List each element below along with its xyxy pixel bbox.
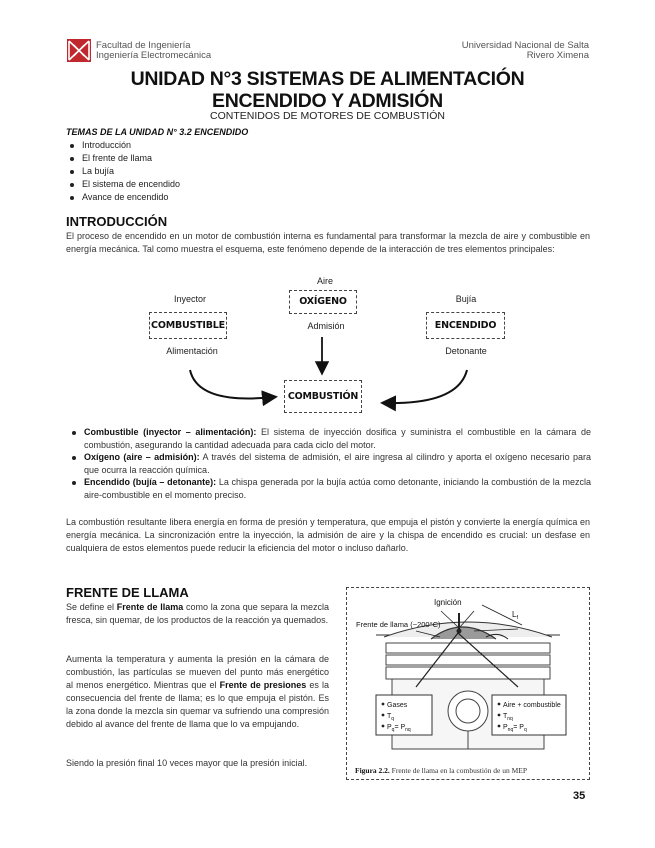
p-rel: = P (394, 724, 406, 731)
air-label: Aire (316, 276, 333, 286)
bold-term: Frente de presiones (219, 680, 307, 690)
topic-item: Avance de encendido (68, 191, 180, 204)
admission-label: Admisión (307, 321, 345, 331)
combustion-box: COMBUSTIÓN (284, 380, 362, 413)
flame-front-paragraph-2 (66, 653, 329, 731)
intro-heading: INTRODUCCIÓN (66, 214, 168, 229)
arrow-fuel-curve (190, 370, 274, 398)
faculty-program: Ingeniería Electromecánica (96, 50, 212, 61)
page-subtitle: CONTENIDOS DE MOTORES DE COMBUSTIÓN (210, 110, 445, 122)
text-span: Aumenta la temperatura y aumenta la presión en la cámara de combustión, las partículas se mueven del punto más energético al menos energético. Mientras que el (66, 654, 329, 690)
p-sub: q (391, 727, 395, 733)
list-item (68, 451, 591, 476)
text-span: es la consecuencia del frente de llama; es lo que empuja el pistón. Es la zona donde la mezcla sin quemar va sufriendo una compresión debido al avance del frente de llama que lo va empujando. (66, 680, 329, 729)
flame-front-paragraph-3: Siendo la presión final 10 veces mayor que la presión inicial. (66, 758, 308, 768)
topic-item: La bujía (68, 165, 180, 178)
caption-text: Frente de llama en la combustión de un MEP (389, 766, 528, 775)
flame-front-figure (346, 587, 590, 780)
combustion-paragraph: La combustión resultante libera energía en forma de presión y temperatura, que empuja el pistón y convierte la energía química en energía mecánica. La sincronización entre la inyección, la admisión de aire y la chispa de encendido es crucial: un desfase en cualquiera de estos elementos puede reducir la eficiencia del motor o incluso dañarlo. (66, 517, 590, 553)
t-sub: q (391, 716, 395, 722)
plug-label: Bujía (455, 294, 477, 304)
list-item (68, 426, 591, 451)
lf-sub: f (516, 615, 518, 621)
detonator-label: Detonante (445, 346, 487, 356)
list-item (68, 476, 591, 501)
faculty-name: Facultad de Ingeniería (96, 40, 191, 51)
p-main: P (503, 724, 508, 731)
flame-front-paragraph-1 (66, 601, 329, 627)
text-span: Se define el (66, 602, 117, 612)
feed-label: Alimentación (166, 346, 218, 356)
p-sub2: q (523, 727, 527, 733)
university-name: Universidad Nacional de Salta (461, 40, 589, 51)
p-main: P (387, 724, 392, 731)
bullet-text: El sistema de inyección dosifica y suministra el combustible en la cámara de combustión, asegurando la cantidad adecuada para cada ciclo del motor. (84, 427, 591, 450)
t-main: T (503, 713, 508, 720)
bullet-text: La chispa generada por la bujía actúa como detonante, iniciando la combustión de la mezcla aire-combustible en el momento preciso. (84, 477, 591, 500)
page-title-line1: UNIDAD N°3 SISTEMAS DE ALIMENTACIÓN (130, 68, 525, 90)
bold-term: Frente de llama (116, 602, 184, 612)
oxygen-box: OXÍGENO (289, 290, 357, 314)
right-box-mix: Aire + combustible (503, 702, 561, 709)
author-name: Rivero Ximena (526, 50, 589, 61)
university-logo-icon (67, 39, 91, 62)
fuel-box: COMBUSTIBLE (149, 312, 227, 339)
p-rel: = P (513, 724, 524, 731)
topics-heading: TEMAS DE LA UNIDAD N° 3.2 ENCENDIDO (66, 127, 249, 137)
text-span: como la zona que separa la mezcla fresca, sin quemar, de los productos de la reacción ya quemados. (66, 602, 329, 625)
piston-illustration (346, 587, 590, 780)
lf-main: L (512, 610, 517, 619)
p-sub: nq (507, 727, 514, 733)
figure-caption (355, 766, 587, 776)
arrow-ignition-curve (384, 370, 467, 403)
elements-list (68, 426, 591, 501)
t-sub: nq (507, 716, 513, 722)
topic-item: El frente de llama (68, 152, 180, 165)
topics-list (68, 139, 180, 204)
t-main: T (387, 713, 392, 720)
injector-label: Inyector (173, 294, 206, 304)
front-label: Frente de llama (~200°C) (356, 620, 441, 629)
ignition-box: ENCENDIDO (426, 312, 505, 339)
bullet-text: A través del sistema de admisión, el aire ingresa al cilindro y aporta el oxígeno necesario para que ocurra la reacción química. (84, 452, 591, 475)
bullet-term: Encendido (bujía – detonante): (84, 477, 217, 487)
p-sub2: nq (405, 727, 411, 733)
lf-label (512, 610, 518, 621)
topic-item: El sistema de encendido (68, 178, 180, 191)
intro-paragraph: El proceso de encendido en un motor de combustión interna es fundamental para transformar la mezcla de aire y combustible en energía mecánica. Tal como muestra el esquema, este fenómeno depende de la interacción de tres elementos principales: (66, 231, 590, 254)
left-box-gases: Gases (387, 702, 408, 709)
topic-item: Introducción (68, 139, 180, 152)
bullet-term: Combustible (inyector – alimentación): (84, 427, 257, 437)
flame-front-heading: FRENTE DE LLAMA (66, 585, 189, 600)
page-number: 35 (573, 790, 586, 802)
bullet-term: Oxígeno (aire – admisión): (84, 452, 200, 462)
page-title-line2: ENCENDIDO Y ADMISIÓN (212, 90, 443, 112)
ignition-label: Ignición (434, 598, 462, 607)
caption-label: Figura 2.2. (355, 766, 390, 775)
